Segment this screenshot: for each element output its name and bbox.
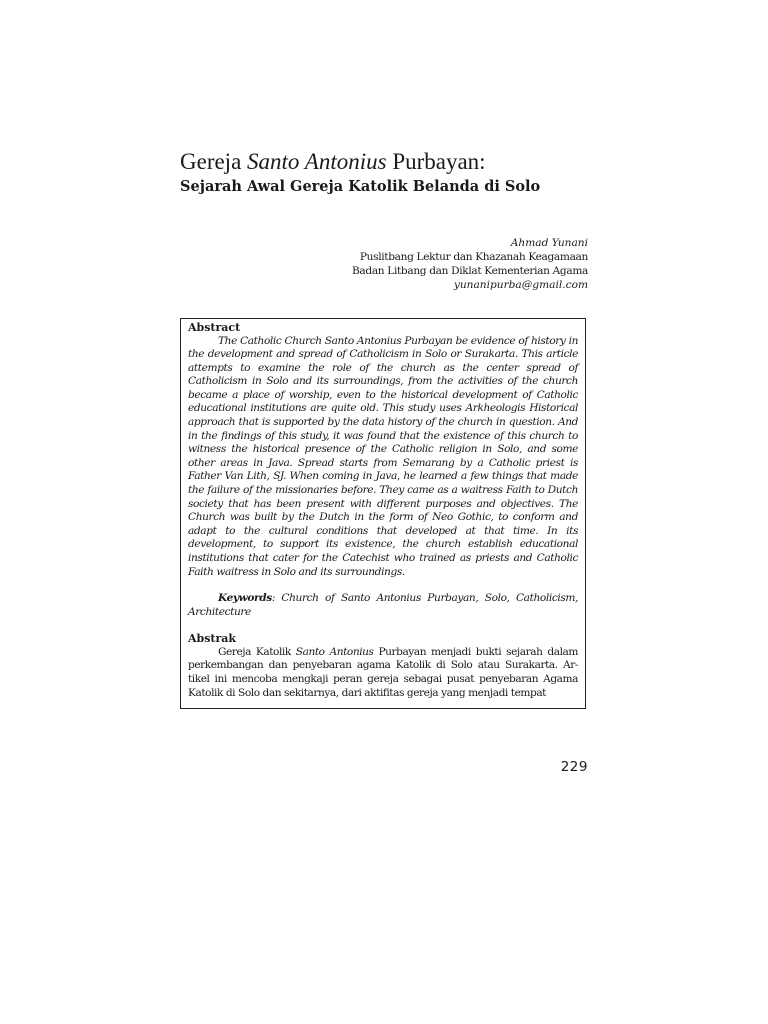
abstrak-heading: Abstrak (188, 632, 237, 646)
abstrak-suffix: Purbayan menjadi bukti sejarah dalam perkembangan dan penyebaran agama Katolik di Solo atau Surakarta. Ar- tikel ini mencoba mengkaji peran gereja sebagai pusat penyebaran Agama Katolik di Solo dan sekitarnya, dari aktifitas gereja yang menjadi tempat (188, 645, 579, 699)
author-affiliation-1: Puslitbang Lektur dan Khazanah Keagamaan (359, 251, 588, 263)
article-subtitle: Sejarah Awal Gereja Katolik Belanda di Solo (180, 178, 541, 195)
article-title (180, 148, 600, 176)
abstract-text: The Catholic Church Santo Antonius Purbayan be evidence of history in the development and spread of Catholicism in Solo or Surakarta. This article attempts to examine the role of the church as the center spread of Catholicism in Solo and its surroundings, from the activities of the church became a place of worship, even to the historical development of Catholic educational institutions are quite old. This study uses Arkheologis Historical approach that is supported by the data history of the church in question. And in the findings of this study, it was found that the existence of this church to witness the historical presence of the Catholic religion in Solo, and some other areas in Java. Spread starts from Semarang by a Catholic priest is Father Van Lith, SJ. When coming in Java, he learned a few things that made the failure of the missionaries before. They came as a waitress Faith to Dutch society that has been present with different purposes and objectives. The Church was built by the Dutch in the form of Neo Gothic, to conform and adapt to the cultural conditions that developed at that time. In its development, to support its existence, the church establish educational institutions that cater for the Catechist who trained as priests and Catholic Faith waitress in Solo and its surroundings. (188, 334, 578, 578)
author-block (352, 236, 588, 292)
page-number: 229 (560, 759, 588, 775)
keywords (188, 592, 578, 619)
abstrak-prefix: Gereja Katolik (218, 645, 296, 658)
author-email: yunanipurba@gmail.com (453, 279, 588, 291)
title-prefix: Gereja (180, 149, 248, 174)
keywords-label: Keywords (218, 592, 272, 605)
author-affiliation-2: Badan Litbang dan Diklat Kementerian Agama (352, 265, 588, 277)
title-block (180, 148, 600, 197)
abstrak-text (188, 646, 578, 700)
keywords-text: : Church of Santo Antonius Purbayan, Solo, Catholicism, Architecture (188, 592, 578, 618)
abstract-heading: Abstract (188, 321, 241, 334)
abstrak-italic: Santo Antonius (295, 645, 374, 658)
title-suffix: Purbayan: (386, 149, 486, 174)
title-italic: Santo Antonius (247, 149, 387, 174)
author-name: Ahmad Yunani (510, 237, 588, 249)
abstract-box (180, 318, 586, 709)
